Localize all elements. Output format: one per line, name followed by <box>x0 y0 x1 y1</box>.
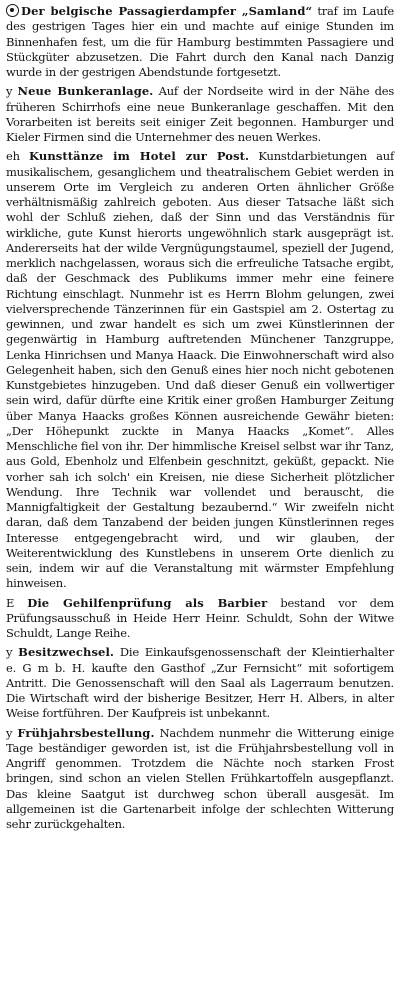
bullet-circle-icon <box>6 4 19 17</box>
article-prefix: E <box>6 595 28 610</box>
article-headline: Die Gehilfenprüfung als Barbier <box>27 595 268 610</box>
article-headline: Frühjahrsbestellung. <box>17 725 155 740</box>
article-headline: Der belgische Passagierdampfer „Samland“ <box>21 4 313 18</box>
article-prefix: y <box>6 645 19 660</box>
article-body: traf im Laufe des gestrigen Tages hier ein und machte auf einige Stunden im Binnenhafen fest, um die für Hamburg bestimmten Passagiere und Stückgüter abzusetzen. Die Fahrt durch den Kanal nach Danzig wurde in der gestrigen Abendstunde fortgesetzt. <box>6 4 394 79</box>
article-fruehjahrsbestellung <box>6 726 394 833</box>
article-besitzwechsel <box>6 645 394 721</box>
article-headline: Kunsttänze im Hotel zur Post. <box>29 149 250 164</box>
article-body: Auf der Nordseite wird in der Nähe des früheren Schirrhofs eine neue Bunkeranlage geschaffen. Mit den Vorarbeiten ist bereits seit einiger Zeit begonnen. Hamburger und Kieler Firmen sind die Unternehmer des neuen Werkes. <box>6 84 395 144</box>
article-prefix: eh <box>6 149 30 164</box>
article-body: Nachdem nunmehr die Witterung einige Tage beständiger geworden ist, ist die Frühjahrsbestellung voll in Angriff genommen. Trotzdem die Nächte noch starken Frost bringen, sind schon an vielen Stellen Frühkartoffeln ausgepflanzt. Das kleine Saatgut ist durchweg schon überall ausgesät. Im allgemeinen ist die Gartenarbeit infolge der schlechten Witterung sehr zurückgehalten. <box>6 725 394 831</box>
article-prefix: y <box>6 725 18 740</box>
article-samland <box>6 4 394 80</box>
article-kunsttaenze <box>6 149 394 591</box>
article-body: Die Einkaufsgenossenschaft der Kleintierhalter e. G m b. H. kaufte den Gasthof „Zur Fernsicht“ mit sofortigem Antritt. Die Genossenschaft will den Saal als Lagerraum benutzen. Die Wirtschaft wird der bisherige Besitzer, Herr H. Albers, in alter Weise fortführen. Der Kaufpreis ist unbekannt. <box>6 645 394 721</box>
article-gehilfenpruefung <box>6 596 394 642</box>
article-headline: Neue Bunkeranlage. <box>17 84 154 99</box>
article-headline: Besitzwechsel. <box>18 645 115 660</box>
article-body: Kunstdarbietungen auf musikalischem, gesanglichem und theatralischem Gebiet werden in unserem Orte im Vergleich zu anderen Orten ähnlicher Größe verhältnismäßig zahlreich geboten. Aus dieser Tatsache läßt sich wohl der Schluß ziehen, daß der Sinn und das Verständnis für wirkliche, gute Kunst hierorts ungewöhnlich stark ausgeprägt ist. Andererseits hat der wilde Vergnügungstaumel, speziell der Jugend, merklich nachgelassen, woraus sich die erfreuliche Tatsache ergibt, daß der Geschmack des Publikums immer mehr eine feinere Richtung einschlagt. Nunmehr ist es Herrn Blohm gelungen, zwei vielversprechende Tänzerinnen für ein Gastspiel am 2. Ostertag zu gewinnen, und zwar handelt es sich um zwei Künstlerinnen der gegenwärtig in Hamburg auftretenden Münchener Tanzgruppe, Lenka Hinrichsen und Manya Haack. Die Einwohnerschaft wird also Gelegenheit haben, sich den Genuß eines hier noch nicht gebotenen Kunstgebietes hinzugeben. Und daß dieser Genuß ein vollwertiger sein wird, dafür dürfte eine Kritik einer großen Hamburger Zeitung über Manya Haacks großes Können ausreichende Gewähr bieten: „Der Höhepunkt zuckte in Manya Haacks „Komet“. Alles Menschliche fiel von ihr. Der himmlische Kreisel selbst war ihr Tanz, aus Gold, Ebenholz und Elfenbein geschnitzt, geküßt, gepackt. Nie vorher sah ich solch' ein Kreisen, nie diese Sicherheit plötzlicher Wendung. Ihre Technik war vollendet und berauscht, die Mannigfaltigkeit der Gestaltung bezaubernd.“ Wir zweifeln nicht daran, daß dem Tanzabend der beiden jungen Künstlerinnen reges Interesse entgegengebracht wird, und wir glauben, der Weiterentwicklung des Kunstlebens in unserem Orte dienlich zu sein, indem wir auf die Veranstaltung mit wärmster Empfehlung hinweisen. <box>6 149 394 591</box>
article-body: bestand vor dem Prüfungsausschuß in Heide Herr Heinr. Schuldt, Sohn der Witwe Schuldt, Lange Reihe. <box>6 595 394 640</box>
article-prefix: y <box>6 84 18 99</box>
article-bunkeranlage <box>6 84 394 145</box>
